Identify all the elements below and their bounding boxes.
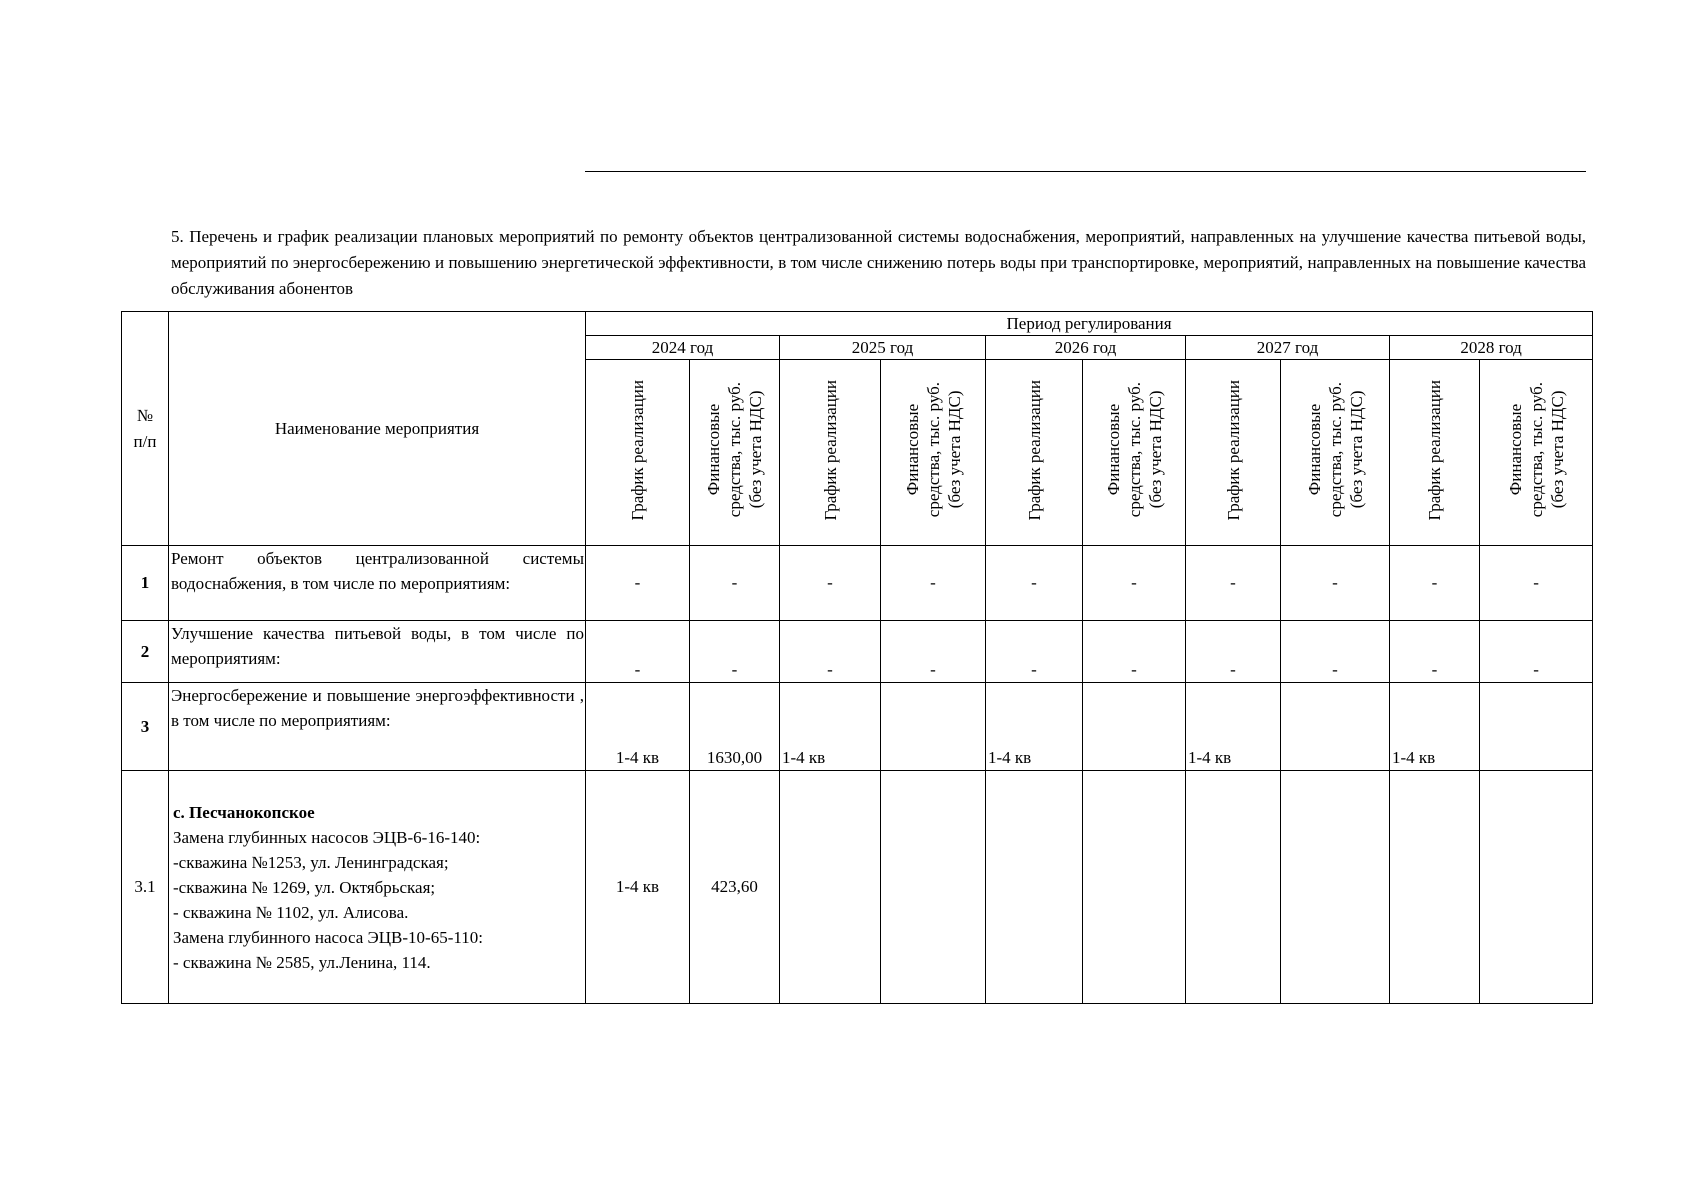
cell: 423,60 — [690, 771, 780, 1004]
sub-finance-2026 — [1083, 360, 1186, 546]
sub-schedule-text: График реализации — [820, 379, 840, 521]
row-line: -скважина №1253, ул. Ленинградская; — [173, 852, 449, 872]
cell: - — [986, 621, 1083, 683]
sub-schedule-2028 — [1390, 360, 1480, 546]
row-num: 1 — [122, 546, 169, 621]
header-year-2026: 2026 год — [986, 336, 1186, 360]
table-row — [122, 546, 1593, 621]
sub-schedule-2024 — [586, 360, 690, 546]
cell: - — [1186, 621, 1281, 683]
sub-schedule-text: График реализации — [1425, 379, 1444, 521]
sub-finance-line-3: (без учета НДС) — [1145, 391, 1165, 509]
table-row — [122, 771, 1593, 1004]
header-name: Наименование мероприятия — [169, 312, 586, 546]
sub-finance-line-2: средства, тыс. руб. — [1124, 382, 1144, 518]
row-line: Замена глубинного насоса ЭЦВ-10-65-110: — [173, 927, 483, 947]
cell — [1083, 771, 1186, 1004]
cell: 1-4 кв — [586, 683, 690, 771]
sub-finance-line-1: Финансовые — [704, 404, 723, 496]
sub-finance-2028 — [1480, 360, 1593, 546]
cell: - — [780, 546, 881, 621]
table-row — [122, 621, 1593, 683]
sub-schedule-2025 — [780, 360, 881, 546]
sub-schedule-text: График реализации — [628, 379, 647, 521]
cell: - — [586, 621, 690, 683]
cell: 1-4 кв — [586, 771, 690, 1004]
cell — [986, 771, 1083, 1004]
sub-finance-2024 — [690, 360, 780, 546]
cell: - — [881, 621, 986, 683]
header-num-text: № п/п — [133, 405, 157, 451]
cell: - — [1186, 546, 1281, 621]
cell: 1-4 кв — [1186, 683, 1281, 771]
top-rule — [585, 171, 1586, 172]
sub-finance-line-3: (без учета НДС) — [746, 391, 765, 509]
cell — [780, 771, 881, 1004]
cell — [1083, 683, 1186, 771]
cell — [881, 683, 986, 771]
sub-finance-text — [902, 382, 965, 517]
row-location: с. Песчанокопское — [173, 802, 315, 822]
sub-finance-line-3: (без учета НДС) — [1346, 391, 1366, 509]
cell: - — [1281, 546, 1390, 621]
sub-finance-line-1: Финансовые — [1304, 404, 1324, 496]
sub-finance-line-2: средства, тыс. руб. — [1526, 382, 1546, 518]
row-num: 2 — [122, 621, 169, 683]
sub-finance-text — [1103, 382, 1166, 517]
table-row — [122, 683, 1593, 771]
sub-finance-line-1: Финансовые — [1103, 404, 1123, 496]
cell — [1390, 771, 1480, 1004]
header-year-2027: 2027 год — [1186, 336, 1390, 360]
row-name: Улучшение качества питьевой воды, в том числе по мероприятиям: — [169, 621, 586, 683]
cell: - — [986, 546, 1083, 621]
header-period: Период регулирования — [586, 312, 1593, 336]
header-year-2025: 2025 год — [780, 336, 986, 360]
cell — [1281, 771, 1390, 1004]
cell: - — [1083, 546, 1186, 621]
sub-schedule-2027 — [1186, 360, 1281, 546]
section-heading: 5. Перечень и график реализации плановых мероприятий по ремонту объектов централизованной системы водоснабжения, мероприятий, направленных на улучшение качества питьевой воды, мероприятий по энергосбережению и повышению энергетической эффективности, в том числе снижению потерь воды при транспортировке, мероприятий, направленных на повышение качества обслуживания абонентов — [171, 227, 1586, 298]
sub-schedule-text: График реализации — [1223, 379, 1243, 521]
cell — [1480, 683, 1593, 771]
cell: 1-4 кв — [780, 683, 881, 771]
cell: - — [1390, 621, 1480, 683]
cell — [1281, 683, 1390, 771]
cell: - — [690, 546, 780, 621]
cell: - — [881, 546, 986, 621]
sub-finance-line-2: средства, тыс. руб. — [725, 382, 744, 518]
sub-finance-2025 — [881, 360, 986, 546]
cell: - — [1390, 546, 1480, 621]
row-line: -скважина № 1269, ул. Октябрьская; — [173, 877, 436, 897]
sub-finance-line-1: Финансовые — [1505, 404, 1525, 496]
cell: - — [1480, 621, 1593, 683]
row-line: - скважина № 2585, ул.Ленина, 114. — [173, 952, 431, 972]
row-name: Энергосбережение и повышение энергоэффективности , в том числе по мероприятиям: — [169, 683, 586, 771]
sub-finance-line-2: средства, тыс. руб. — [1325, 382, 1345, 518]
cell: - — [1281, 621, 1390, 683]
row-name — [169, 771, 586, 1004]
sub-finance-2027 — [1281, 360, 1390, 546]
sub-finance-line-2: средства, тыс. руб. — [923, 382, 943, 518]
plan-table — [121, 311, 1593, 1004]
row-num: 3 — [122, 683, 169, 771]
cell — [1480, 771, 1593, 1004]
header-year-2028: 2028 год — [1390, 336, 1593, 360]
cell: - — [1480, 546, 1593, 621]
cell: 1-4 кв — [1390, 683, 1480, 771]
sub-finance-text — [1505, 382, 1568, 517]
sub-finance-line-3: (без учета НДС) — [944, 391, 964, 509]
cell: - — [690, 621, 780, 683]
row-num: 3.1 — [122, 771, 169, 1004]
sub-finance-text — [703, 382, 766, 517]
sub-finance-text — [1304, 382, 1367, 517]
cell: - — [780, 621, 881, 683]
sub-schedule-2026 — [986, 360, 1083, 546]
header-num — [122, 312, 169, 546]
header-year-2024: 2024 год — [586, 336, 780, 360]
sub-schedule-text: График реализации — [1024, 379, 1044, 521]
cell — [1186, 771, 1281, 1004]
row-name: Ремонт объектов централизованной системы водоснабжения, в том числе по мероприятиям: — [169, 546, 586, 621]
cell — [881, 771, 986, 1004]
cell: 1-4 кв — [986, 683, 1083, 771]
sub-finance-line-1: Финансовые — [902, 404, 922, 496]
cell: - — [1083, 621, 1186, 683]
row-line: Замена глубинных насосов ЭЦВ-6-16-140: — [173, 827, 481, 847]
sub-finance-line-3: (без учета НДС) — [1547, 391, 1567, 509]
cell: - — [586, 546, 690, 621]
row-line: - скважина № 1102, ул. Алисова. — [173, 902, 409, 922]
cell: 1630,00 — [690, 683, 780, 771]
